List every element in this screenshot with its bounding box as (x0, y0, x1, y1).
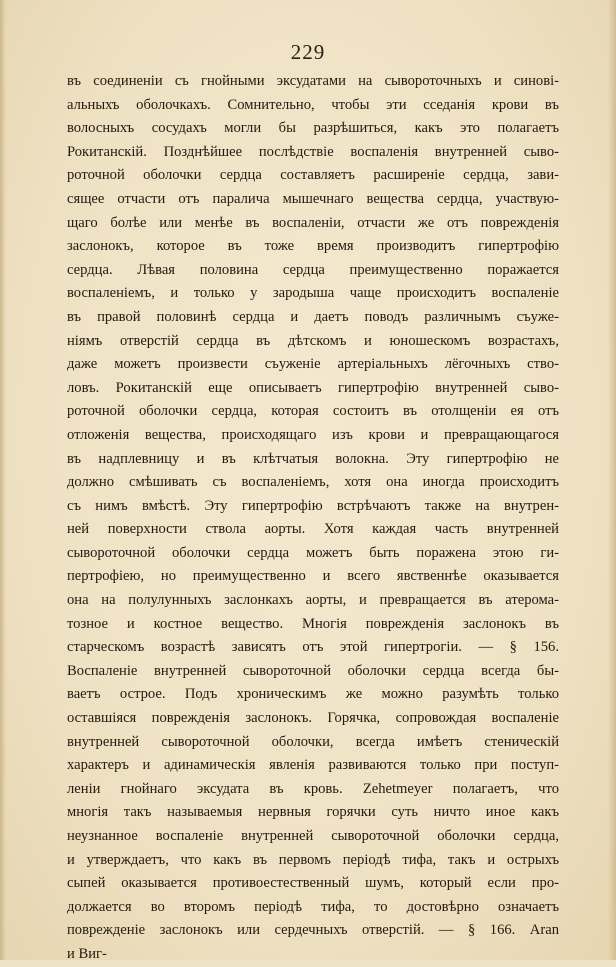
text-line: оставшіяся поврежденія заслонокъ. Горячка, сопровождая воспаленіе (67, 710, 559, 727)
text-line: роточной оболочки сердца составляетъ расширеніе сердца, зави- (67, 167, 559, 184)
text-line: роточной оболочки сердца, которая состоитъ въ отолщеніи ея отъ (67, 403, 559, 420)
text-line: альныхъ оболочкахъ. Сомнительно, чтобы эти сседанія крови въ (67, 96, 559, 113)
text-line: Рокитанскій. Позднѣйшее послѣдствіе воспаленія внутренней сыво- (67, 143, 559, 160)
text-line: внутренней сывороточной оболочки, всегда имѣетъ стеническій (67, 733, 559, 750)
text-line: и утверждаетъ, что какъ въ первомъ періодѣ тифа, такъ и острыхъ (67, 851, 559, 868)
text-line: отложенія вещества, происходящаго изъ крови и превращающагося (67, 426, 559, 443)
text-line: должно смѣшивать съ воспаленіемъ, хотя она иногда происходитъ (67, 474, 559, 491)
text-line: леніи гнойнаго эксудата въ кровь. Zehetmeyer полагаетъ, что (67, 780, 559, 797)
text-line: сящее отчасти отъ паралича мышечнаго вещества сердца, участвую- (67, 190, 559, 207)
text-line: ловъ. Рокитанскій еще описываетъ гипертрофію внутренней сыво- (67, 379, 559, 396)
text-line: характеръ и адинамическія явленія развиваются только при поступ- (67, 757, 559, 774)
text-line: воспаленіемъ, и только у зародыша чаще происходитъ воспаленіе (67, 285, 559, 302)
text-line: сыпей оказывается противоестественный шумъ, который если про- (67, 875, 559, 892)
text-line: даже можетъ произвести съуженіе артеріальныхъ лёгочныхъ ство- (67, 356, 559, 373)
text-line: щаго болѣе или менѣе въ воспаленіи, отчасти же отъ поврежденія (67, 214, 559, 231)
body-text (67, 70, 559, 967)
text-line: старческомъ возрастѣ зависятъ отъ этой гипертрогіи. — § 156. (67, 639, 559, 656)
text-line: она на полулунныхъ заслонкахъ аорты, и превращается въ атерома- (67, 592, 559, 609)
text-line: съ нимъ вмѣстѣ. Эту гипертрофію встрѣчаютъ также на внутрен- (67, 497, 559, 514)
page-edge-shadow-left (0, 0, 6, 960)
text-line: пертрофіею, но преимущественно и всего явственнѣе оказывается (67, 568, 559, 585)
text-line: въ правой половинѣ сердца и даетъ поводъ различнымъ съуже- (67, 308, 559, 325)
text-line: волосныхъ сосудахъ могли бы разрѣшиться, какъ это полагаетъ (67, 120, 559, 137)
text-line: многія такъ называемыя нервныя горячки суть ничто иное какъ (67, 804, 559, 821)
text-line: въ соединеніи съ гнойными эксудатами на сывороточныхъ и синові- (67, 73, 559, 89)
text-line: сывороточной оболочки сердца можетъ быть поражена этою ги- (67, 544, 559, 561)
text-line: ней поверхности ствола аорты. Хотя каждая часть внутренней (67, 521, 559, 538)
page-edge-shadow-right (608, 0, 616, 960)
text-line: въ надплевницу и въ клѣтчатыя волокна. Эту гипертрофію не (67, 450, 559, 467)
text-line: должается во второмъ періодѣ тифа, то достовѣрно означаетъ (67, 898, 559, 915)
text-line: заслонокъ, которое въ тоже время производитъ гипертрофію (67, 238, 559, 255)
text-line: тозное и костное вещество. Многія поврежденія заслонокъ въ (67, 615, 559, 632)
text-line: ваетъ острое. Подъ хроническимъ же можно разумѣть только (67, 686, 559, 703)
text-line: поврежденіе заслонокъ или сердечныхъ отверстій. — § 166. Aran (67, 922, 559, 939)
text-line: неузнанное воспаленіе внутренней сывороточной оболочки сердца, (67, 828, 559, 844)
text-line: ніямъ отверстій сердца въ дѣтскомъ и юношескомъ возрастахъ, (67, 332, 559, 349)
text-line: сердца. Лѣвая половина сердца преимущественно поражается (67, 261, 559, 278)
page-number: 229 (290, 40, 326, 64)
text-line: и Виг- (67, 945, 107, 962)
text-line: Воспаленіе внутренней сывороточной оболочки сердца всегда бы- (67, 662, 559, 679)
